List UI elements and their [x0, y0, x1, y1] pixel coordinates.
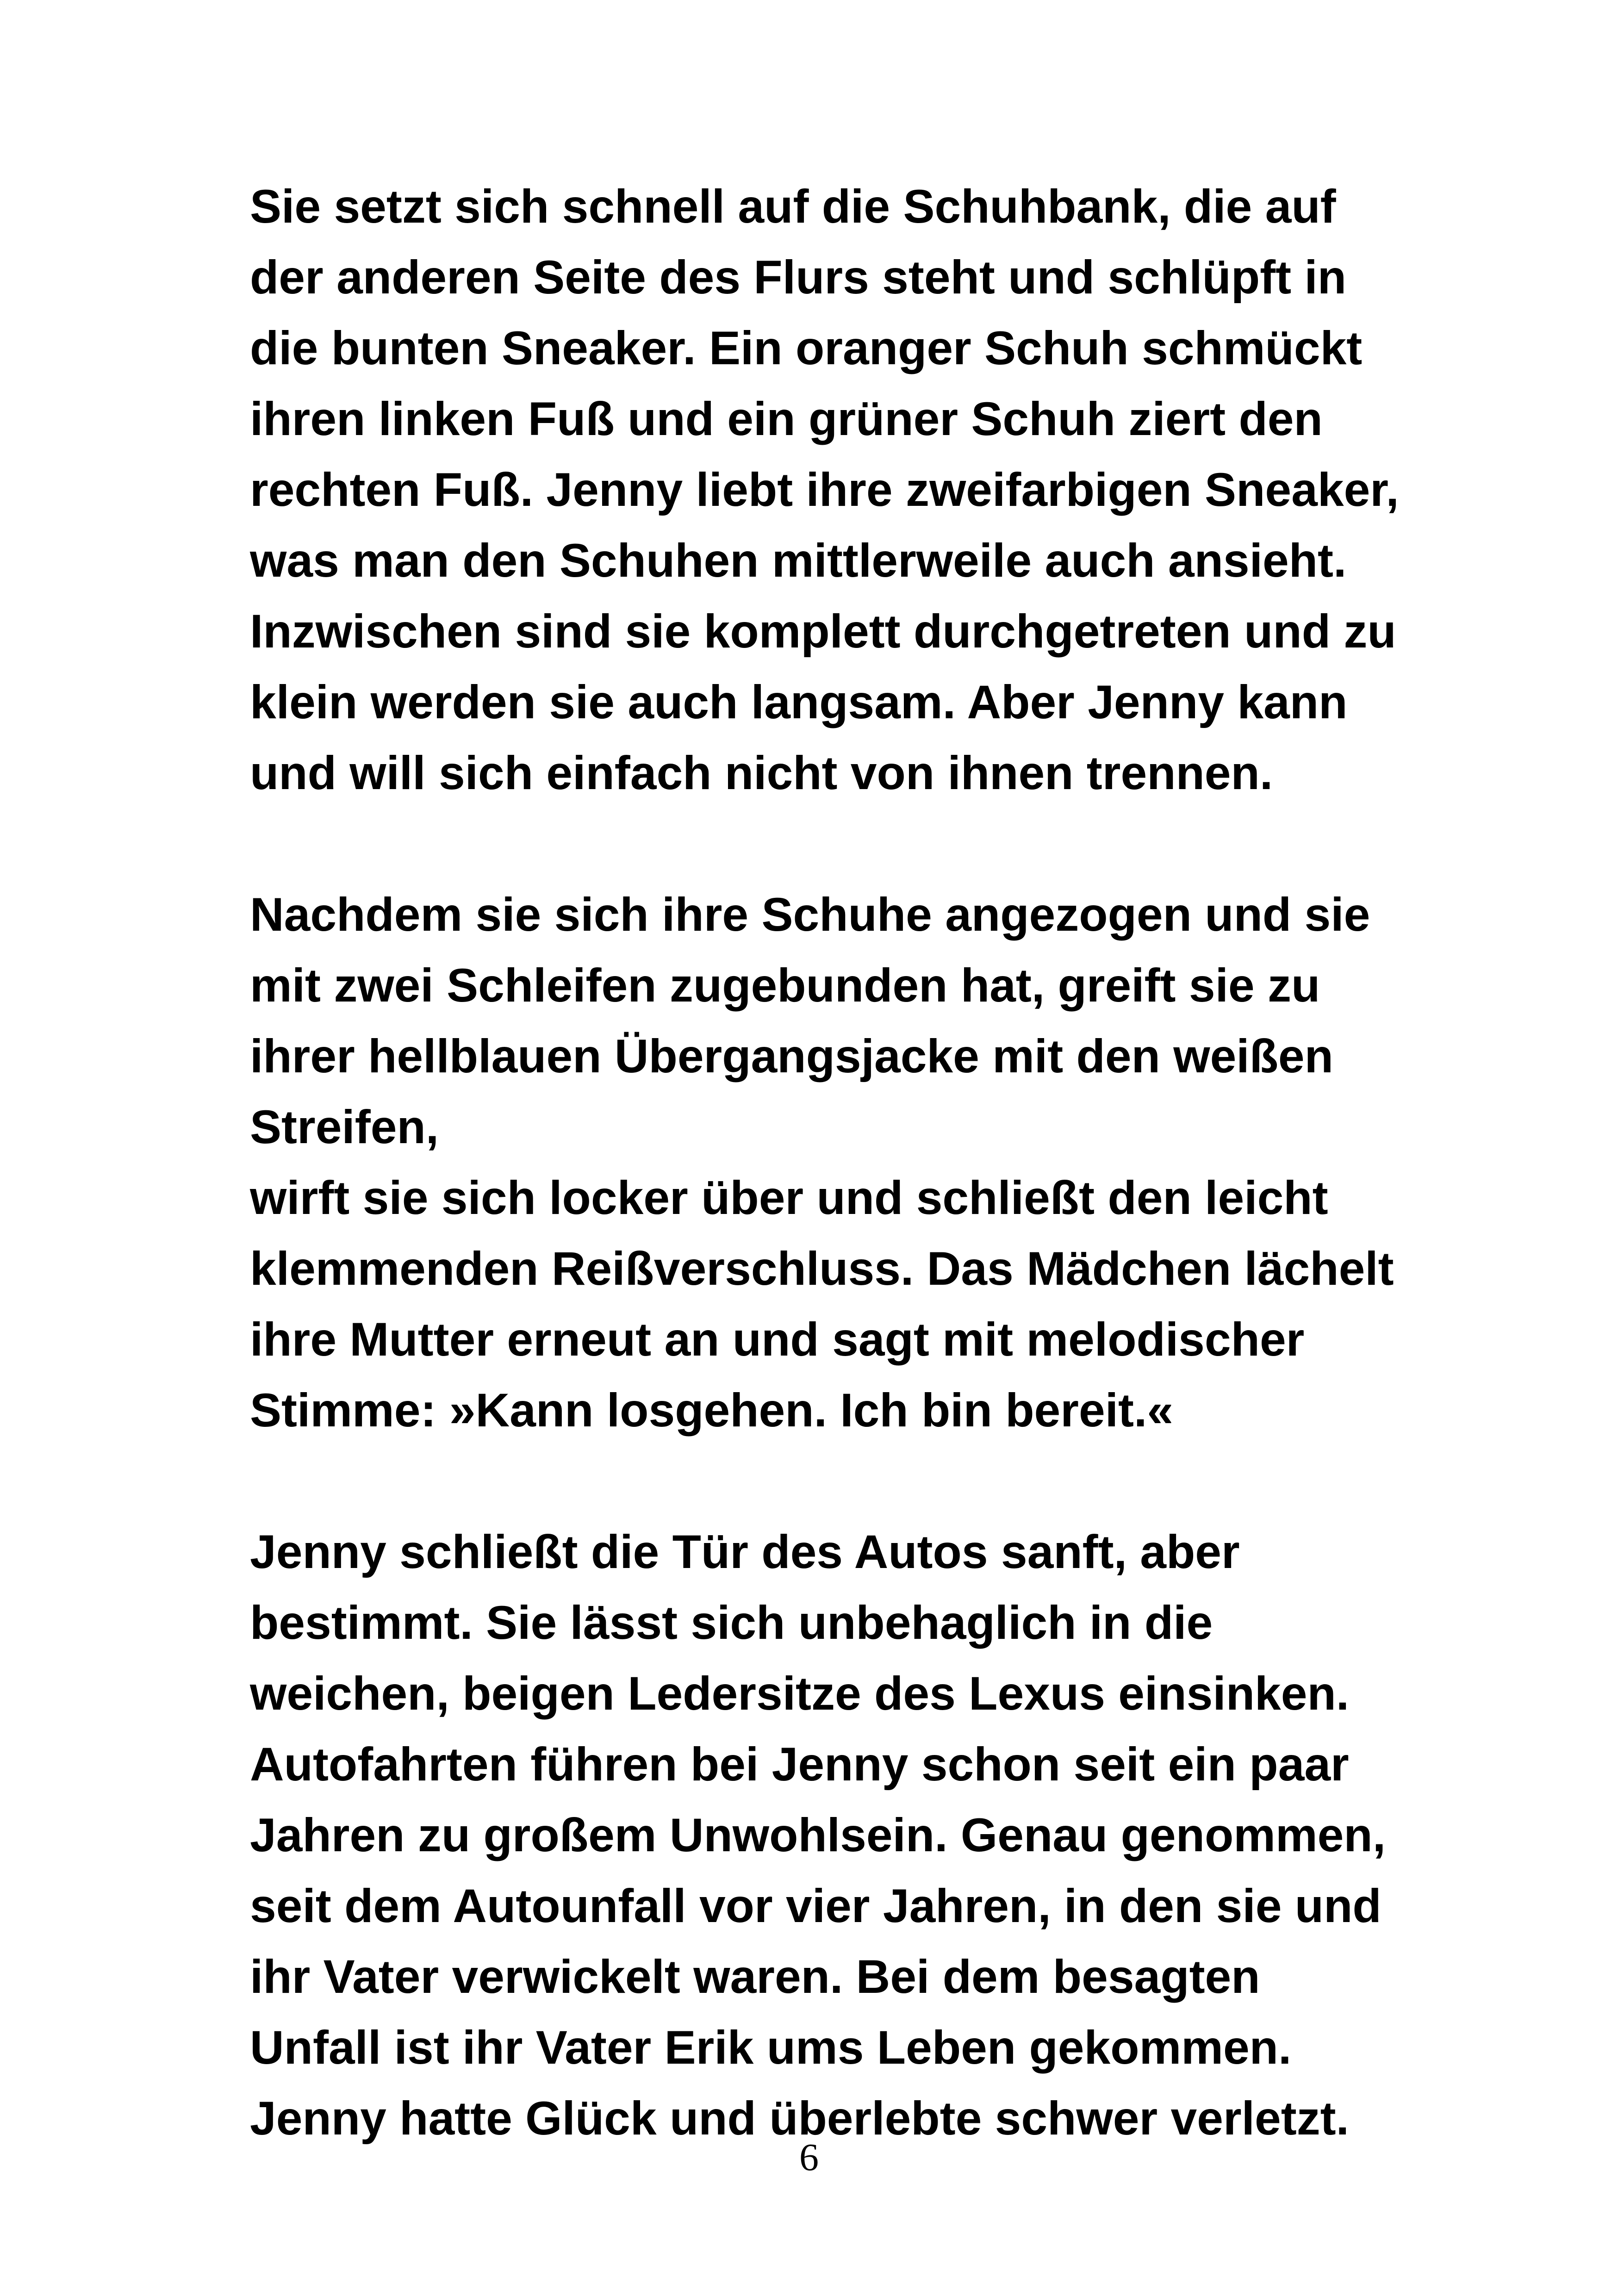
- text-line: klein werden sie auch langsam. Aber Jenny kann: [250, 676, 1348, 728]
- text-line: wirft sie sich locker über und schließt den leicht: [250, 1171, 1328, 1224]
- text-line: mit zwei Schleifen zugebunden hat, greift sie zu: [250, 959, 1320, 1012]
- text-line: der anderen Seite des Flurs steht und schlüpft in: [250, 251, 1347, 304]
- text-line: ihre Mutter erneut an und sagt mit melodischer: [250, 1313, 1305, 1366]
- text-line: seit dem Autounfall vor vier Jahren, in den sie und: [250, 1879, 1382, 1932]
- page-number: 6: [799, 2136, 819, 2179]
- text-line: Autofahrten führen bei Jenny schon seit ein paar: [250, 1738, 1349, 1791]
- text-line: Jenny schließt die Tür des Autos sanft, aber: [250, 1525, 1240, 1578]
- text-line: ihren linken Fuß und ein grüner Schuh ziert den: [250, 392, 1323, 445]
- text-line: was man den Schuhen mittlerweile auch ansieht.: [250, 534, 1347, 587]
- text-line: Inzwischen sind sie komplett durchgetreten und zu: [250, 605, 1396, 658]
- text-line: klemmenden Reißverschluss. Das Mädchen lächelt: [250, 1242, 1394, 1295]
- text-line: und will sich einfach nicht von ihnen trennen.: [250, 747, 1273, 799]
- text-line: Jahren zu großem Unwohlsein. Genau genommen,: [250, 1809, 1386, 1861]
- paragraph-3: [250, 1517, 1500, 2154]
- text-line: ihrer hellblauen Übergangsjacke mit den weißen: [250, 1030, 1333, 1083]
- text-line: Streifen,: [250, 1101, 439, 1153]
- text-line: bestimmt. Sie lässt sich unbehaglich in die: [250, 1596, 1213, 1649]
- text-line: Stimme: »Kann losgehen. Ich bin bereit.«: [250, 1384, 1174, 1437]
- text-line: Jenny hatte Glück und überlebte schwer verletzt.: [250, 2092, 1349, 2145]
- paragraph-1: [250, 171, 1500, 809]
- text-line: Unfall ist ihr Vater Erik ums Leben gekommen.: [250, 2021, 1292, 2074]
- text-line: ihr Vater verwickelt waren. Bei dem besagten: [250, 1950, 1260, 2003]
- paragraph-gap: [250, 1446, 1500, 1517]
- body-text: [250, 171, 1500, 2154]
- text-line: weichen, beigen Ledersitze des Lexus einsinken.: [250, 1667, 1350, 1720]
- text-line: Sie setzt sich schnell auf die Schuhbank, die auf: [250, 180, 1336, 233]
- paragraph-gap: [250, 809, 1500, 879]
- text-line: Nachdem sie sich ihre Schuhe angezogen und sie: [250, 888, 1370, 941]
- text-line: rechten Fuß. Jenny liebt ihre zweifarbigen Sneaker,: [250, 463, 1399, 516]
- paragraph-2: [250, 879, 1500, 1446]
- text-line: die bunten Sneaker. Ein oranger Schuh schmückt: [250, 322, 1363, 374]
